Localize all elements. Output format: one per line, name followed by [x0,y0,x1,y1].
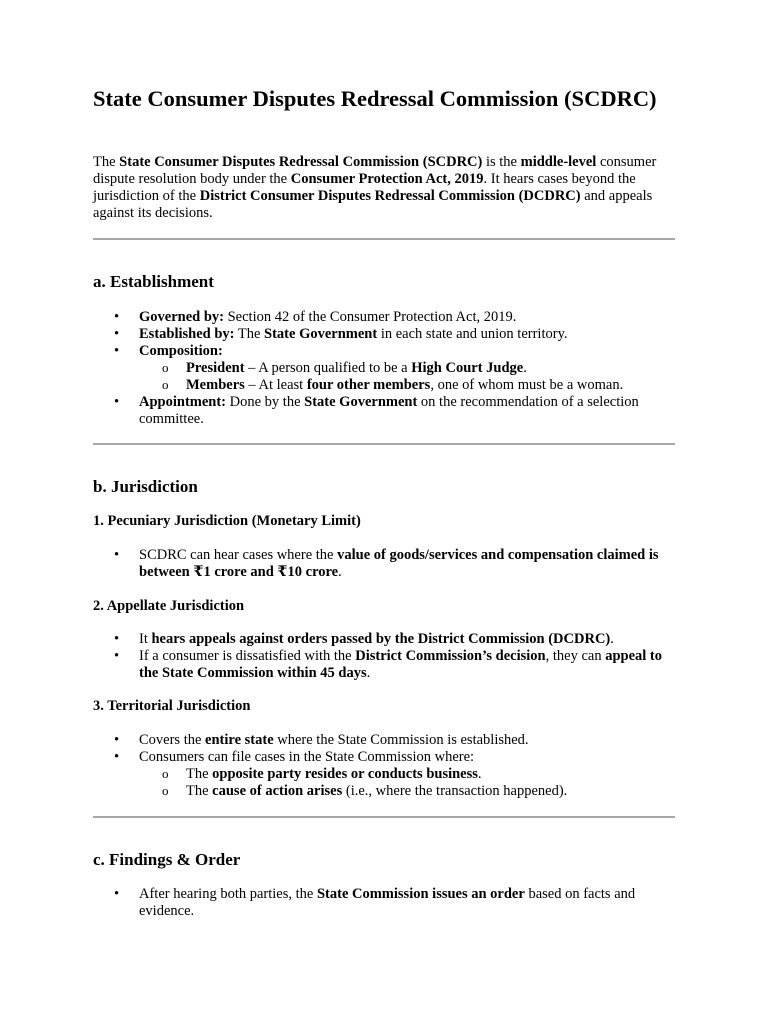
section-heading-establishment: a. Establishment [93,272,214,291]
sublist-item [139,360,675,377]
item-bold: value of goods/services and compensation claimed is between ₹1 crore and ₹10 crore [139,547,659,580]
intro-text: is the [482,154,521,170]
list-item [93,886,675,920]
section-divider [93,238,675,240]
composition-sublist [139,360,675,394]
item-text: If a consumer is dissatisfied with the [139,648,356,664]
item-text: based on facts and evidence. [139,886,636,919]
section-heading-findings: c. Findings & Order [93,850,241,869]
item-bold: opposite party resides or conducts business [212,766,478,782]
item-label: Governed by: [139,309,224,325]
item-text: Covers the [139,732,206,748]
intro-bold: Consumer Protection Act, 2019 [290,171,484,187]
intro-bold: middle-level [520,154,597,170]
subheading-pecuniary: 1. Pecuniary Jurisdiction (Monetary Limit) [93,513,361,529]
item-bold: District Commission’s decision [355,648,546,664]
item-text: . [477,766,482,782]
item-text: The [186,766,213,782]
establishment-list [93,309,675,428]
intro-paragraph [93,154,675,222]
item-text: , one of whom must be a woman. [430,377,624,393]
item-label: Composition: [139,343,223,359]
sublist-item [139,766,675,783]
item-bold: State Government [304,394,418,410]
item-text: . [523,360,527,376]
item-text: After hearing both parties, the [139,886,317,902]
item-text: on the recommendation of a selection committee. [139,394,639,427]
item-text: The [186,783,213,799]
list-item [93,326,675,343]
item-text: . [338,564,342,580]
item-text: – At least [244,377,307,393]
item-bold: State Commission issues an order [316,886,525,902]
item-text: It [139,631,152,647]
list-item [93,309,675,326]
item-text: , they can [545,648,606,664]
item-label: Established by: [139,326,235,342]
item-text: Consumers can file cases in the State Commission where: [139,749,475,765]
item-text: (i.e., where the transaction happened). [342,783,568,799]
item-label: President [186,360,245,376]
item-bold: State Government [264,326,378,342]
intro-text: . It hears cases beyond the jurisdiction of the [93,171,636,204]
subheading-appellate: 2. Appellate Jurisdiction [93,598,245,614]
findings-list [93,886,675,920]
subheading-territorial: 3. Territorial Jurisdiction [93,698,251,714]
page-title: State Consumer Disputes Redressal Commission (SCDRC) [93,86,657,111]
item-text: . [610,631,614,647]
list-item [93,394,675,428]
item-label: Members [186,377,245,393]
item-text: in each state and union territory. [377,326,568,342]
intro-bold: District Consumer Disputes Redressal Commission (DCDRC) [199,188,581,204]
list-item [93,547,675,581]
list-item [93,749,675,800]
appellate-list [93,631,675,682]
item-text: Section 42 of the Consumer Protection Act, 2019. [223,309,517,325]
intro-text: and appeals against its decisions. [93,188,653,221]
intro-bold: State Consumer Disputes Redressal Commission (SCDRC) [119,154,483,170]
item-bold: hears appeals against orders passed by the District Commission (DCDRC) [151,631,611,647]
intro-text: The [93,154,120,170]
item-bold: appeal to the State Commission within 45 days [139,648,663,681]
section-heading-jurisdiction: b. Jurisdiction [93,477,198,496]
item-text: – A person qualified to be a [244,360,412,376]
item-text: SCDRC can hear cases where the [139,547,338,563]
list-item [93,648,675,682]
item-label: Appointment: [139,394,227,410]
item-text: . [366,665,371,681]
list-item [93,732,675,749]
list-item [93,343,675,394]
section-divider [93,816,675,818]
item-text: Done by the [226,394,305,410]
item-bold: High Court Judge [411,360,524,376]
pecuniary-list [93,547,675,581]
item-bold: entire state [205,732,274,748]
item-text: where the State Commission is established. [273,732,529,748]
item-bold: four other members [306,377,431,393]
section-divider [93,443,675,445]
list-item [93,631,675,648]
sublist-item [139,783,675,800]
territorial-list [93,732,675,800]
document-body [93,86,675,920]
item-text: The [234,326,265,342]
sublist-item [139,377,675,394]
territorial-sublist [139,766,675,800]
item-bold: cause of action arises [212,783,343,799]
intro-text: consumer dispute resolution body under the [93,154,657,187]
